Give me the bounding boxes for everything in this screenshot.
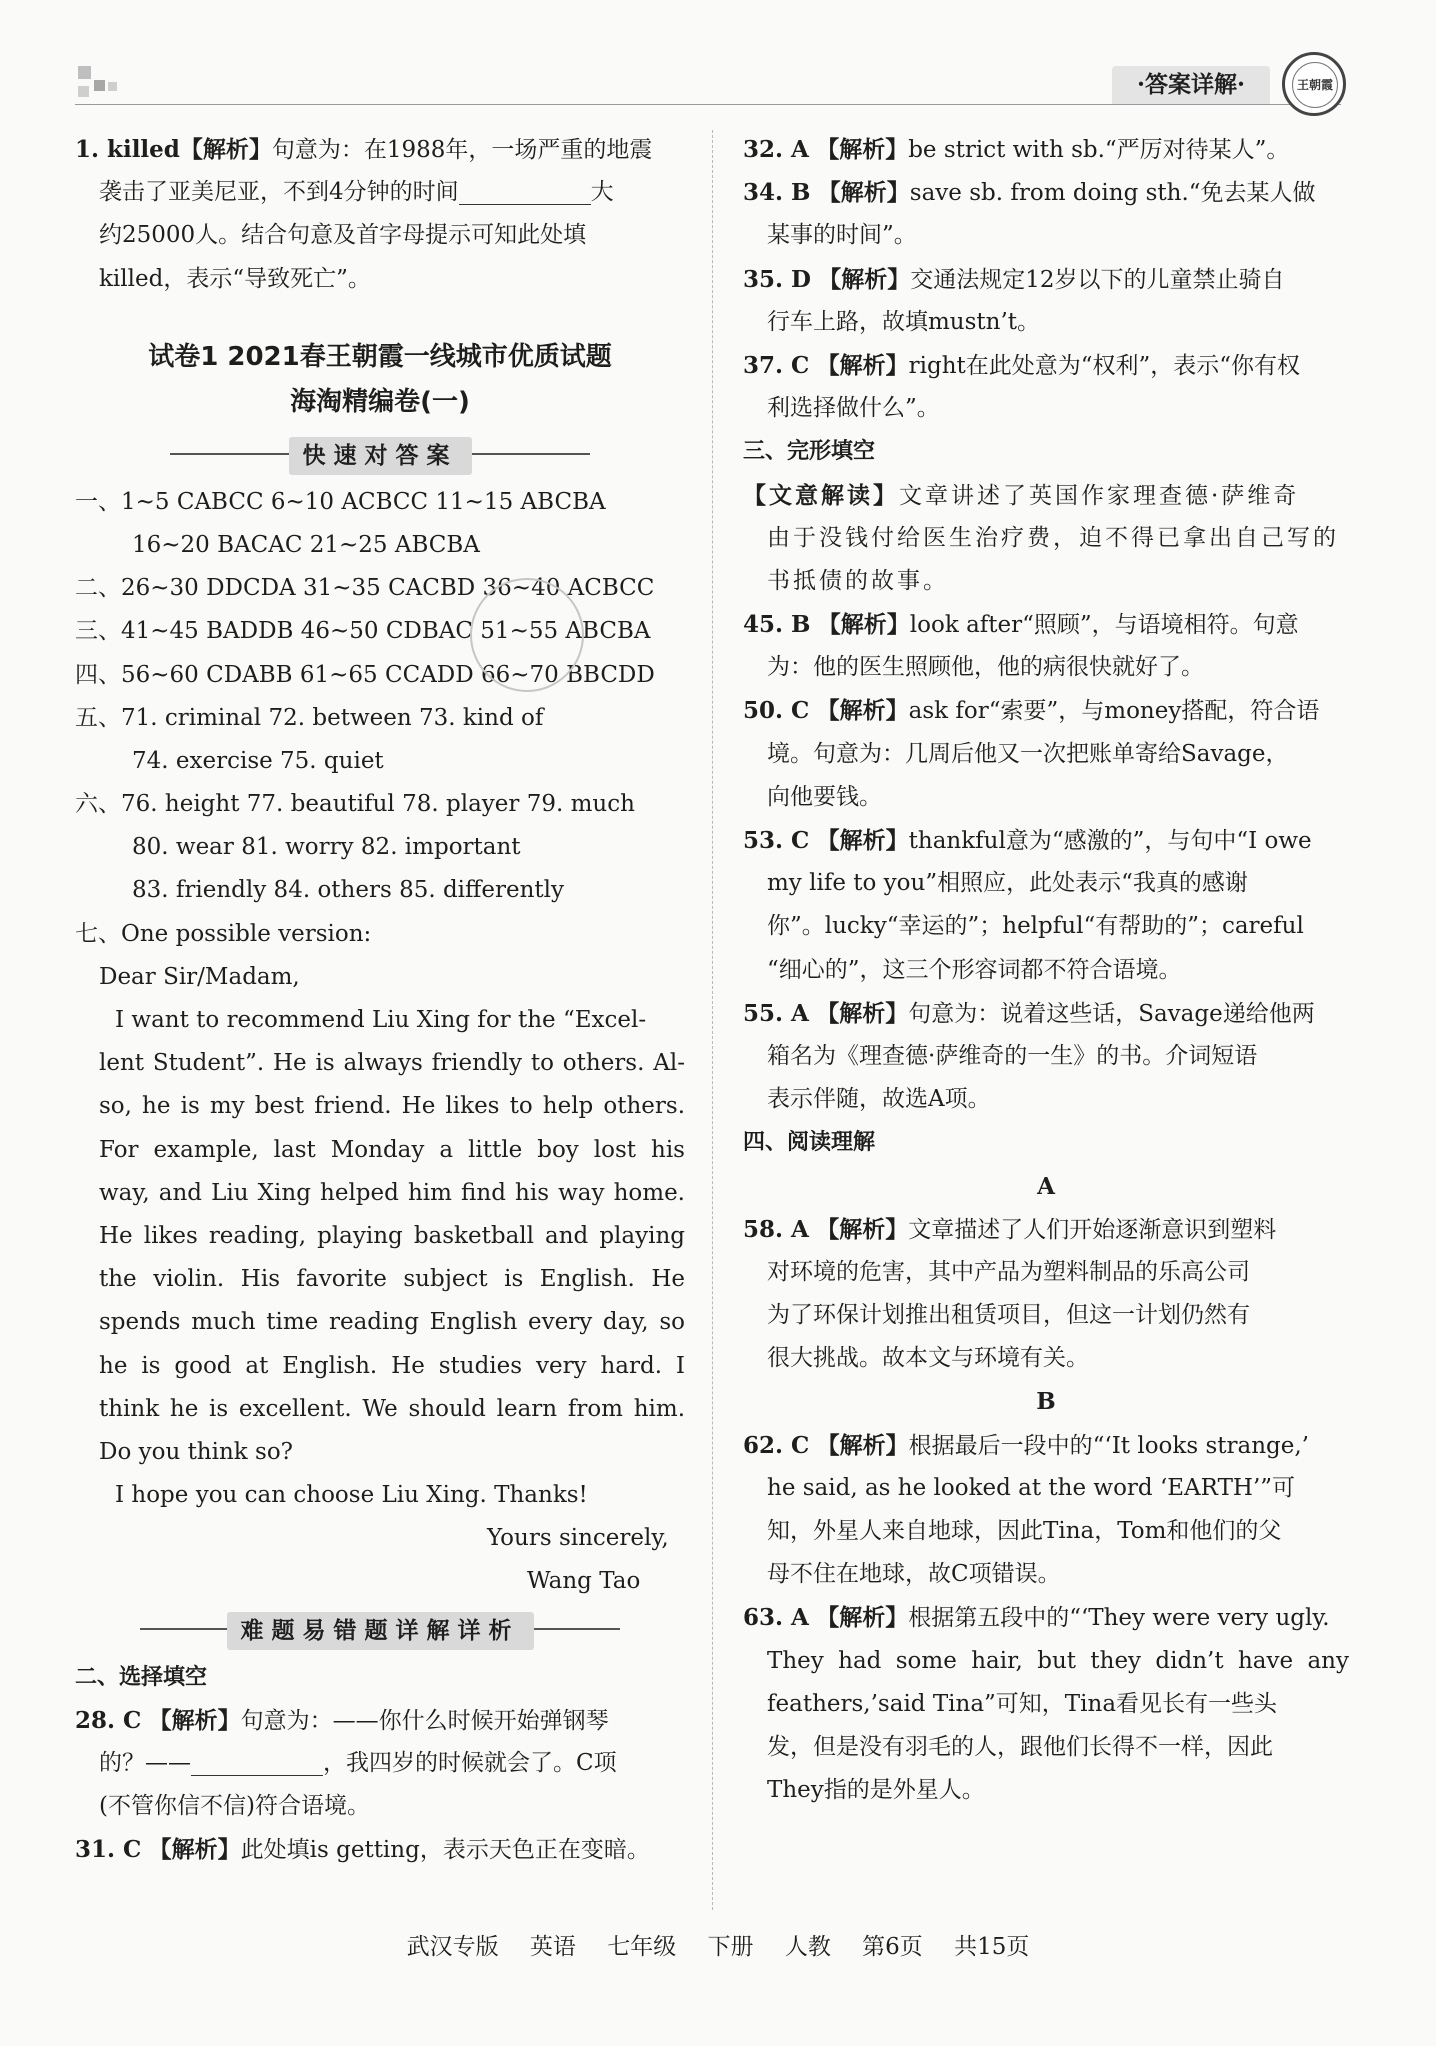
section-heading: 二、选择填空 — [75, 1664, 208, 1690]
letter-line: think he is excellent. We should learn from him. — [99, 1395, 685, 1422]
left-column: 1. killed【解析】句意为：在1988年，一场严重的地震 袭击了亚美尼亚，不到4分钟的时间 大 约25000人。结合句意及首字母提示可知此处填 killed，表示“导致死亡”。 试卷1 2021春王朝霞一线城市优质试题 海淘精编卷(一) 快速对答案 一、1~5 CABCC 6~10 ACBCC 11~15 ABCBA 16~20 BACAC 21~25 ABCBA 二、26~30 DDCDA 31~35 CACBD 36~40 ACBCC 三、41~45 BADDB 46~50 CDBAC 51~55 ABCBA 四、56~60 CDABB 61~65 CCADD 66~70 BBCDD 五、71. criminal 72. between 73. kind of 74. exercise 75. quiet 六、76. height 77. beautiful 78. player 79. much 80. wear 81. worry 82. important 83. friendly 84. others 85. differently 七、One possible version: Dear Sir/Madam, I want to recommend Liu Xing for the “Excel- lent Student”. He is always friendly to others. Al- so, he is my best friend. He likes to help others. For example, last Monday a little boy lost his way, and Liu Xing helped him find his way home. He likes reading, playing basketball and playing the violin. His favorite subject is English. He spends much time reading English every day, so he is good at English. He studies very hard. I think he is excellent. We should learn from him. Do you think so? I hope you can choose Liu Xing. Thanks! Yours sincerely, Wang Tao 难题易错题详解详析 二、选择填空 28. C 【解析】句意为：——你什么时候开始弹钢琴 的？—— ，我四岁的时候就会了。C项 (不管你信不信)符合语境。 31. C 【解析】此处填is getting，表示天色正在变暗。 — [75, 128, 685, 1872]
header-rule — [75, 104, 1341, 105]
paper-subtitle: 海淘精编卷(一) — [290, 386, 470, 417]
footer-publisher: 人教 — [784, 1934, 831, 1960]
answer-item-55: 55. A 【解析】句意为：说着这些话，Savage递给他两 — [743, 999, 1315, 1027]
answer-item-35: 35. D 【解析】交通法规定12岁以下的儿童禁止骑自 — [743, 265, 1285, 293]
passage-label: A — [1037, 1172, 1055, 1200]
answer-row: 三、41~45 BADDB 46~50 CDBAC 51~55 ABCBA — [75, 618, 651, 645]
section-tag: ·答案详解· — [1112, 66, 1270, 104]
answer-item-63: 63. A 【解析】根据第五段中的“‘They were very ugly. — [743, 1604, 1330, 1632]
letter-line: lent Student”. He is always friendly to others. Al- — [99, 1050, 685, 1077]
corner-decoration — [108, 82, 117, 91]
answer-item-53: 53. C 【解析】thankful意为“感激的”，与句中“I owe — [743, 827, 1312, 854]
footer-grade: 七年级 — [607, 1934, 677, 1960]
letter-greeting: Dear Sir/Madam, — [99, 963, 300, 990]
footer-page: 第6页 — [862, 1934, 923, 1960]
footer-subject: 英语 — [529, 1934, 576, 1960]
footer-volume: 下册 — [707, 1934, 754, 1960]
section-heading: 四、阅读理解 — [743, 1130, 876, 1156]
answer-row: 74. exercise 75. quiet — [132, 747, 384, 774]
corner-decoration — [78, 66, 91, 79]
letter-line: so, he is my best friend. He likes to help others. — [99, 1093, 685, 1120]
fill-blank — [459, 182, 591, 205]
letter-line: way, and Liu Xing helped him find his way home. — [99, 1179, 685, 1206]
section-heading: 三、完形填空 — [743, 439, 876, 465]
letter-signature: Wang Tao — [527, 1568, 641, 1595]
answer-row: 80. wear 81. worry 82. important — [132, 834, 521, 861]
paper-title: 试卷1 2021春王朝霞一线城市优质试题 — [148, 341, 612, 372]
quick-answers-heading: 快速对答案 — [170, 435, 590, 473]
fill-blank — [191, 1753, 323, 1776]
answer-item-50: 50. C 【解析】ask for“索要”，与money搭配，符合语 — [743, 697, 1320, 725]
answer-row: 五、71. criminal 72. between 73. kind of — [75, 704, 544, 731]
letter-line: He likes reading, playing basketball and playing — [99, 1222, 685, 1249]
right-column: 32. A 【解析】be strict with sb.“严厉对待某人”。 34. B 【解析】save sb. from doing sth.“免去某人做 某事的时间”。 35. D 【解析】交通法规定12岁以下的儿童禁止骑自 行车上路，故填mustn’t。 37. C 【解析】right在此处意为“权利”，表示“你有权 利选择做什么”。 三、完形填空 【文意解读】文章讲述了英国作家理查德·萨维奇 由于没钱付给医生治疗费，迫不得已拿出自己写的 书抵债的故事。 45. B 【解析】look after“照顾”，与语境相符。句意 为：他的医生照顾他，他的病很快就好了。 50. C 【解析】ask for“索要”，与money搭配，符合语 境。句意为：几周后他又一次把账单寄给Savage， 向他要钱。 53. C 【解析】thankful意为“感激的”，与句中“I owe my life to you”相照应，此处表示“我真的感谢 你”。lucky“幸运的”；helpful“有帮助的”；careful “细心的”，这三个形容词都不符合语境。 55. A 【解析】句意为：说着这些话，Savage递给他两 箱名为《理查德·萨维奇的一生》的书。介词短语 表示伴随，故选A项。 四、阅读理解 A 58. A 【解析】文章描述了人们开始逐渐意识到塑料 对环境的危害，其中产品为塑料制品的乐高公司 为了环保计划推出租赁项目，但这一计划仍然有 很大挑战。故本文与环境有关。 B 62. C 【解析】根据最后一段中的“‘It looks strange,’ he said, as he looked at the word ‘EARTH’”可 知，外星人来自地球，因此Tina，Tom和他们的父 母不住在地球，故C项错误。 63. A 【解析】根据第五段中的“‘They were very ugly. They had some hair, but they didn’t have any feathers,’said Tina”可知，Tina看见长有一些头 发，但是没有羽毛的人，跟他们长得不一样，因此 They指的是外星人。 — [743, 128, 1349, 1812]
watermark-stamp — [470, 578, 584, 692]
answer-item-58: 58. A 【解析】文章描述了人们开始逐渐意识到塑料 — [743, 1215, 1277, 1243]
corner-decoration — [94, 80, 105, 91]
answer-row: 16~20 BACAC 21~25 ABCBA — [132, 531, 480, 558]
answer-item-62: 62. C 【解析】根据最后一段中的“‘It looks strange,’ — [743, 1431, 1309, 1459]
column-divider — [712, 130, 713, 1910]
answer-item-34: 34. B 【解析】save sb. from doing sth.“免去某人做 — [743, 179, 1316, 207]
answer-item-28: 28. C 【解析】句意为：——你什么时候开始弹钢琴 — [75, 1706, 609, 1734]
footer-edition: 武汉专版 — [406, 1934, 499, 1960]
page-footer — [0, 1928, 1436, 1961]
letter-line: Do you think so? — [99, 1438, 294, 1465]
answer-item-31: 31. C 【解析】此处填is getting，表示天色正在变暗。 — [75, 1836, 650, 1864]
answer-row: 四、56~60 CDABB 61~65 CCADD 66~70 BBCDD — [75, 661, 655, 688]
logo-text: 王朝霞 — [1292, 62, 1338, 108]
letter-line: he is good at English. He studies very hard. I — [99, 1352, 685, 1379]
letter-line: the violin. His favorite subject is English. He — [99, 1266, 685, 1293]
answer-item-32: 32. A 【解析】be strict with sb.“严厉对待某人”。 — [743, 136, 1290, 163]
answer-row: 二、26~30 DDCDA 31~35 CACBD 36~40 ACBCC — [75, 575, 655, 602]
brand-logo — [1282, 52, 1346, 116]
answer-item-37: 37. C 【解析】right在此处意为“权利”，表示“你有权 — [743, 351, 1301, 379]
answer-row: 83. friendly 84. others 85. differently — [132, 877, 565, 904]
answer-row: 六、76. height 77. beautiful 78. player 79. much — [75, 791, 635, 818]
letter-line: I want to recommend Liu Xing for the “Excel- — [115, 1007, 647, 1033]
answer-row: 七、One possible version: — [75, 920, 372, 947]
footer-total: 共15页 — [954, 1934, 1030, 1960]
answer-item-1: 1. killed【解析】句意为：在1988年，一场严重的地震 — [75, 136, 653, 163]
hard-questions-heading: 难题易错题详解详析 — [140, 1610, 620, 1648]
letter-line: I hope you can choose Liu Xing. Thanks! — [115, 1482, 588, 1509]
answer-item-45: 45. B 【解析】look after“照顾”，与语境相符。句意 — [743, 611, 1299, 639]
passage-summary: 【文意解读】文章讲述了英国作家理查德·萨维奇 — [743, 481, 1300, 509]
letter-line: For example, last Monday a little boy lost his — [99, 1136, 685, 1163]
passage-label: B — [1036, 1388, 1056, 1416]
corner-decoration — [78, 86, 89, 97]
letter-closing: Yours sincerely, — [487, 1525, 669, 1552]
answer-row: 一、1~5 CABCC 6~10 ACBCC 11~15 ABCBA — [75, 488, 606, 515]
letter-line: spends much time reading English every day, so — [99, 1309, 685, 1336]
